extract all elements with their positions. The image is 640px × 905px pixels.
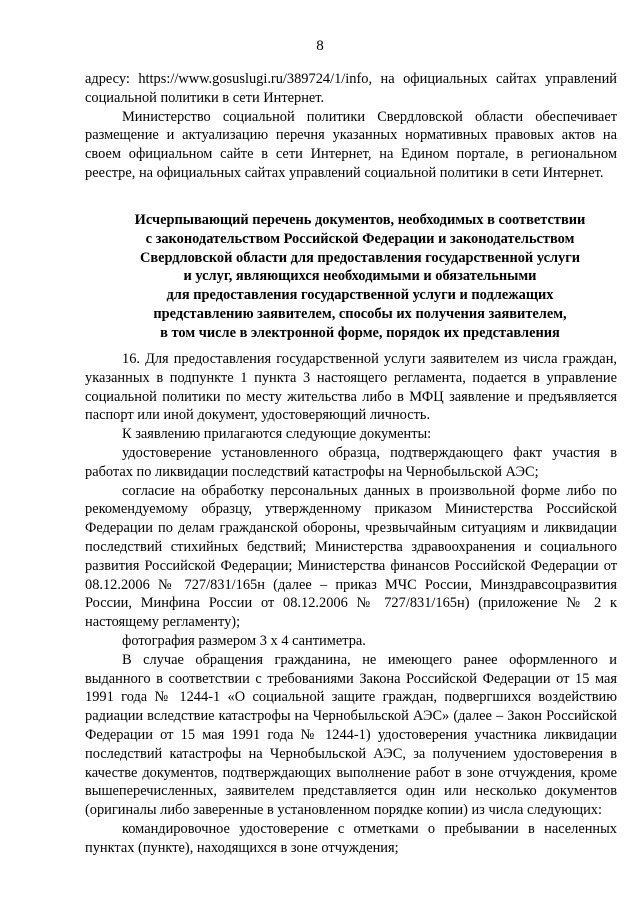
clause-16-paragraph: 16. Для предоставления государственной услуги заявителем из числа граждан, указанных в подпункте 1 пункта 3 настоящего регламента, подается в управление социальной политики по месту жительства либо в МФЦ заявление и предъявляется паспорт или иной документ, удостоверяющий личность. [85, 351, 617, 424]
section-heading-line: в том числе в электронной форме, порядок их представления [160, 324, 560, 341]
section-heading-line: представлению заявителем, способы их получения заявителем, [153, 305, 567, 322]
intro-paragraph: адресу: https://www.gosuslugi.ru/389724/1/info, на официальных сайтах управлений социальной политики в сети Интернет. [85, 71, 617, 106]
document-item-travel-certificate: командировочное удостоверение с отметками о пребывании в населенных пунктах (пункте), находящихся в зоне отчуждения; [85, 820, 617, 856]
section-heading-line: Свердловской области для предоставления государственной услуги [139, 249, 581, 266]
document-item-consent: согласие на обработку персональных данных в произвольной форме либо по рекомендуемому образцу, утвержденному приказом Министерства Российской Федерации по делам гражданской обороны, чрезвычайным ситуациям и ликвидации последствий стихийных бедствий; Министерства здравоохранения и социального развития Российской Федерации; Министерства финансов Российской Федерации от 08.12.2006 № 727/831/165н (далее – приказ МЧС России, Минздравсоцразвития России, Минфина России от 08.12.2006 № 727/831/165н) (приложение № 2 к настоящему регламенту); [85, 482, 617, 631]
section-heading-line: с законодательством Российской Федерации и законодательством [145, 230, 575, 247]
main-text-block [85, 350, 617, 858]
document-item-photo: фотография размером 3 х 4 сантиметра. [122, 632, 366, 649]
page-number: 8 [316, 38, 324, 54]
intro-paragraph: Министерство социальной политики Свердловской области обеспечивает размещение и актуализацию перечня указанных нормативных правовых актов на своем официальном сайте в сети Интернет, на Едином портале, в региональном реестре, на официальных сайтах управлений социальной политики в сети Интернет. [85, 108, 617, 181]
section-heading-line: и услуг, являющихся необходимыми и обязательными [183, 268, 537, 285]
intro-text-block [85, 70, 617, 183]
document-item-certificate: удостоверение установленного образца, подтверждающего факт участия в работах по ликвидации последствий катастрофы на Чернобыльской АЭС; [85, 444, 617, 480]
section-heading-line: Исчерпывающий перечень документов, необходимых в соответствии [134, 212, 586, 228]
documents-intro-paragraph: К заявлению прилагаются следующие документы: [122, 426, 432, 443]
section-heading-line: для предоставления государственной услуги и подлежащих [166, 287, 554, 304]
section-heading [100, 211, 620, 343]
special-case-paragraph: В случае обращения гражданина, не имеющего ранее оформленного и выданного в соответствии с требованиями Закона Российской Федерации от 15 мая 1991 года № 1244-1 «О социальной защите граждан, подвергшихся воздействию радиации вследствие катастрофы на Чернобыльской АЭС» (далее – Закон Российской Федерации от 15 мая 1991 года № 1244-1) удостоверения участника ликвидации последствий катастрофы на Чернобыльской АЭС, за получением удостоверения в качестве документов, подтверждающих выполнение работ в зоне отчуждения, кроме вышеперечисленных, заявителем представляется один или несколько документов (оригиналы либо заверенные в установленном порядке копии) из числа следующих: [85, 651, 617, 819]
